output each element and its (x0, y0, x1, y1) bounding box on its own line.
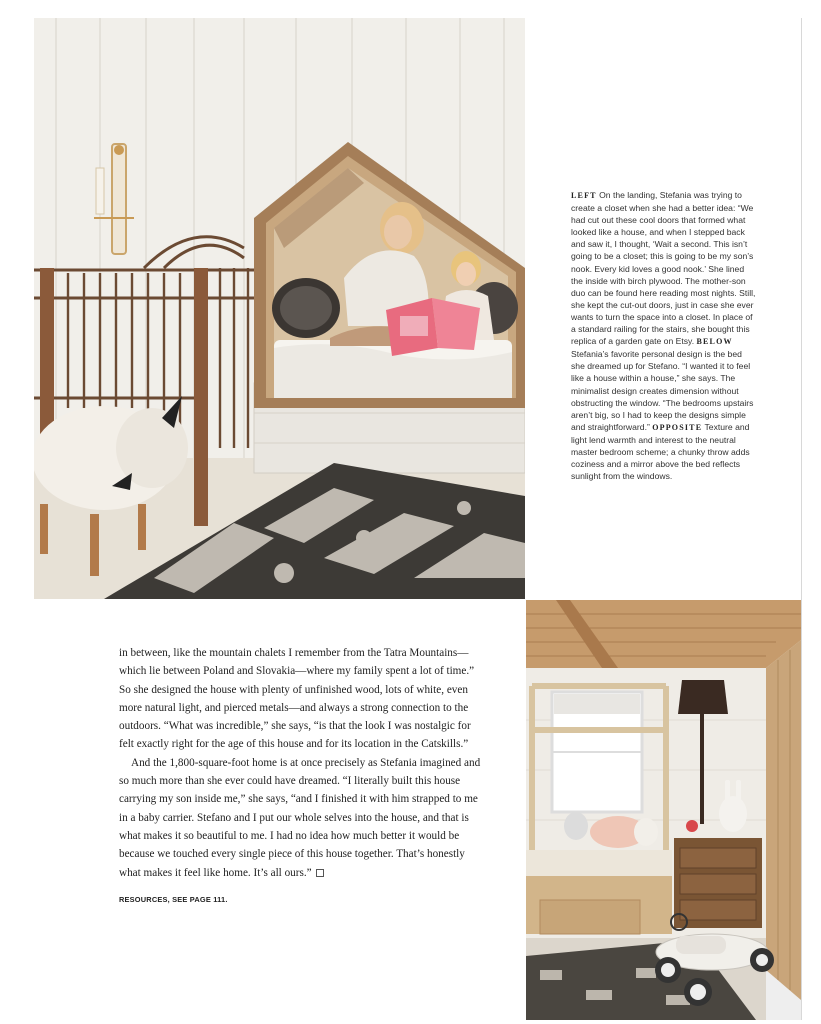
body-paragraph-2-text: And the 1,800-square-foot home is at once precisely as Stefania imagined and so much more than she ever could have dreamed. “I literally built this house carrying my son inside me,” she says, “and I finished it with him strapped to me in a baby carrier. Stefano and I put our whole selves into the house, and that is what makes it so beautiful to me. I had no idea how much better it would be because we touched every single piece of this house together. That’s honestly what makes it feel like home. It’s all ours.” (119, 756, 481, 879)
nook-photo (34, 18, 525, 599)
page-edge-divider (801, 18, 802, 1020)
body-paragraph-1: in between, like the mountain chalets I remember from the Tatra Mountains—which lie between Poland and Slovakia—where my family spent a lot of time.” So she designed the house with plenty of unfinished wood, lots of white, even more natural light, and pierced metals—and always a strong connection to the outdoors. “What was incredible,” she says, “is that the look I was nostalgic for felt exactly right for the age of this house and for its location in the Catskills.” (119, 647, 475, 751)
resources-note: RESOURCES, SEE PAGE 111. (119, 895, 228, 904)
caption-label-left: LEFT (571, 191, 597, 200)
article-body (119, 644, 485, 882)
nook-photo-illustration (34, 18, 525, 599)
caption-label-opposite: OPPOSITE (652, 422, 703, 432)
caption-text-below: Stefania’s favorite personal design is the bed she dreamed up for Stefano. “I wanted it to feel like a house within a house,” she says. The minimalist design creates dimension without obstructing the window. “The bedrooms upstairs aren’t big, so I had to keep the designs simple and straightforward.” (571, 349, 754, 432)
bedroom-photo-illustration (526, 600, 801, 1020)
caption-label-below: BELOW (696, 337, 733, 347)
caption-text-left: On the landing, Stefania was trying to create a closet when she had a better idea: “We had cut out these cool doors that formed what looked like a house, and when I stepped back and saw it, I thought, ‘Wait a second. This isn’t going to be a closet; this is going to be my son’s nook. Every kid loves a good nook.’ She lined the inside with birch plywood. The mother-son duo can be found here reading most nights. Still, she kept the cut-out doors, just in case she ever wants to turn the space into a closet. In place of a standard railing for the stairs, she bought this replica of a garden gate on Etsy. (571, 190, 756, 347)
end-of-article-icon (316, 869, 324, 877)
body-paragraph-2 (119, 754, 485, 882)
caption-text-opposite: Texture and light lend warmth and interest to the neutral master bedroom scheme; a chunky throw adds coziness and a mirror above the bed reflects sunlight from the windows. (571, 421, 750, 482)
bedroom-photo (526, 600, 801, 1020)
photo-caption (571, 189, 757, 482)
